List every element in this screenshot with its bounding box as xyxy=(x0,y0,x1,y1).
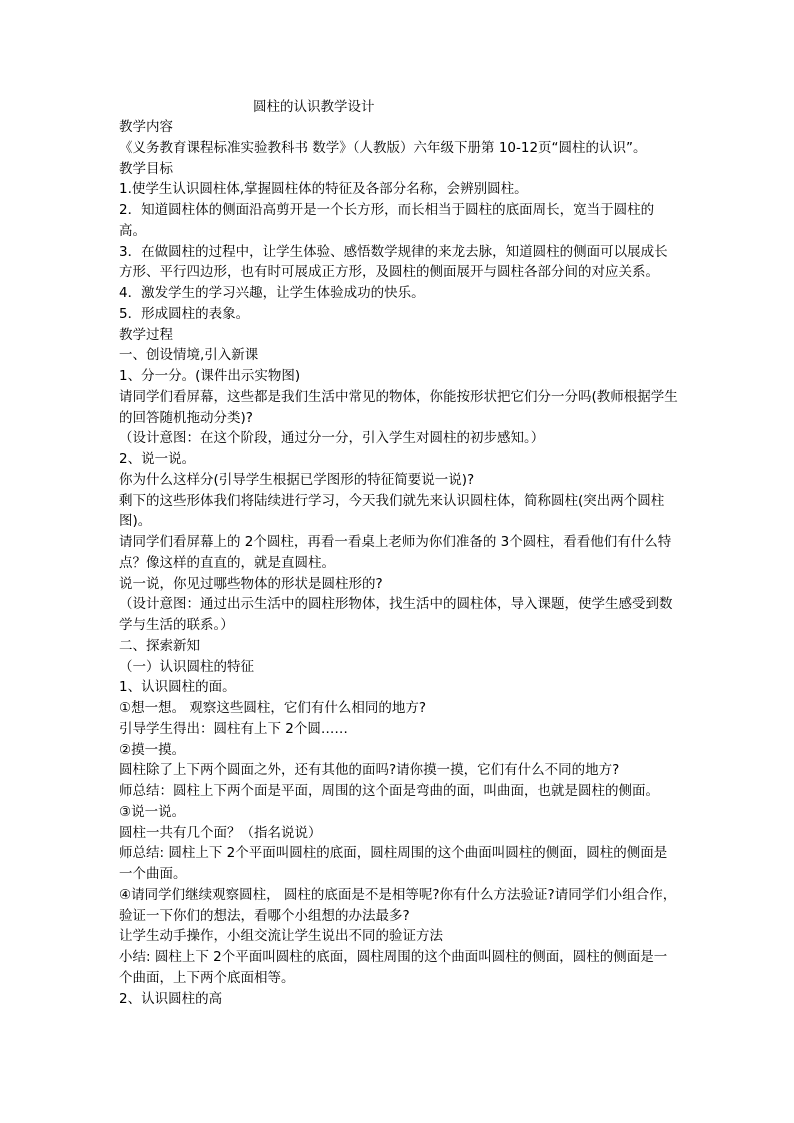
text-line: 教学目标 xyxy=(119,160,173,177)
text-line: 引导学生得出：圆柱有上下 2个圆…… xyxy=(119,720,348,737)
text-line: 圆柱除了上下两个圆面之外，还有其他的面吗?请你摸一摸，它们有什么不同的地方? xyxy=(119,762,620,779)
document-lines xyxy=(119,117,679,1009)
text-line: 《义务教育课程标准实验教科书 数学》（人教版）六年级下册第 10-12页“圆柱的认识”。 xyxy=(119,139,647,156)
text-line: 师总结: 圆柱上下 2个平面叫圆柱的底面，圆柱周围的这个曲面叫圆柱的侧面，圆柱的侧面是一个曲面。 xyxy=(119,845,668,882)
text-line: 小结: 圆柱上下 2个平面叫圆柱的底面，圆柱周围的这个曲面叫圆柱的侧面，圆柱的侧面是一个曲面，上下两个底面相等。 xyxy=(119,949,668,986)
text-line: 让学生动手操作，小组交流让学生说出不同的验证方法 xyxy=(119,928,443,945)
text-line: 2．知道圆柱体的侧面沿高剪开是一个长方形，而长相当于圆柱的底面周长，宽当于圆柱的高。 xyxy=(119,202,655,239)
text-line: 4．激发学生的学习兴趣，让学生体验成功的快乐。 xyxy=(119,285,425,301)
text-line: 教学过程 xyxy=(119,326,173,343)
text-line: 1、分一分。(课件出示实物图) xyxy=(119,368,301,384)
text-line: 你为什么这样分(引导学生根据已学图形的特征简要说一说)? xyxy=(119,471,475,488)
text-line: ②摸一摸。 xyxy=(119,741,186,758)
document-title: 圆柱的认识教学设计 xyxy=(253,99,375,115)
text-line: ④请同学们继续观察圆柱， 圆柱的底面是不是相等呢?你有什么方法验证?请同学们小组合作，验证一下你们的想法，看哪个小组想的办法最多? xyxy=(119,886,677,924)
text-line: （设计意图：在这个阶段，通过分一分，引入学生对圆柱的初步感知。） xyxy=(119,430,545,447)
text-line: 师总结：圆柱上下两个面是平面，周围的这个面是弯曲的面，叫曲面，也就是圆柱的侧面。 xyxy=(119,783,659,799)
text-line: 5．形成圆柱的表象。 xyxy=(119,305,250,322)
text-line: 剩下的这些形体我们将陆续进行学习，今天我们就先来认识圆柱体，简称圆柱(突出两个圆柱图)。 xyxy=(119,492,665,530)
document-body xyxy=(119,97,679,1009)
text-line: 二、探索新知 xyxy=(119,637,200,654)
text-line: 3．在做圆柱的过程中，让学生体验、感悟数学规律的来龙去脉，知道圆柱的侧面可以展成长方形、平行四边形，也有时可展成正方形，及圆柱的侧面展开与圆柱各部分间的对应关系。 xyxy=(119,243,668,281)
text-line: 请同学们看屏幕，这些都是我们生活中常见的物体，你能按形状把它们分一分吗(教师根据学生的回答随机拖动分类)? xyxy=(119,388,678,426)
text-line: 1.使学生认识圆柱体,掌握圆柱体的特征及各部分名称，会辨别圆柱。 xyxy=(119,181,528,198)
text-line: 说一说，你见过哪些物体的形状是圆柱形的? xyxy=(119,575,383,592)
text-line: ①想一想。 观察这些圆柱，它们有什么相同的地方? xyxy=(119,700,427,716)
text-line: ③说一说。 xyxy=(119,803,186,820)
text-line: （设计意图：通过出示生活中的圆柱形物体，找生活中的圆柱体，导入课题，使学生感受到数学与生活的联系。） xyxy=(119,596,673,633)
text-line: 圆柱一共有几个面？（指名说说） xyxy=(119,824,322,841)
text-line: 请同学们看屏幕上的 2个圆柱，再看一看桌上老师为你们准备的 3个圆柱，看看他们有什么特点？像这样的直直的，就是直圆柱。 xyxy=(119,534,672,571)
text-line: 2、说一说。 xyxy=(119,451,196,467)
text-line: 1、认识圆柱的面。 xyxy=(119,679,236,696)
text-line: 教学内容 xyxy=(119,119,173,135)
text-line: （一）认识圆柱的特征 xyxy=(119,658,254,675)
text-line: 一、创设情境,引入新课 xyxy=(119,347,259,364)
text-line: 2、认识圆柱的高 xyxy=(119,990,223,1007)
